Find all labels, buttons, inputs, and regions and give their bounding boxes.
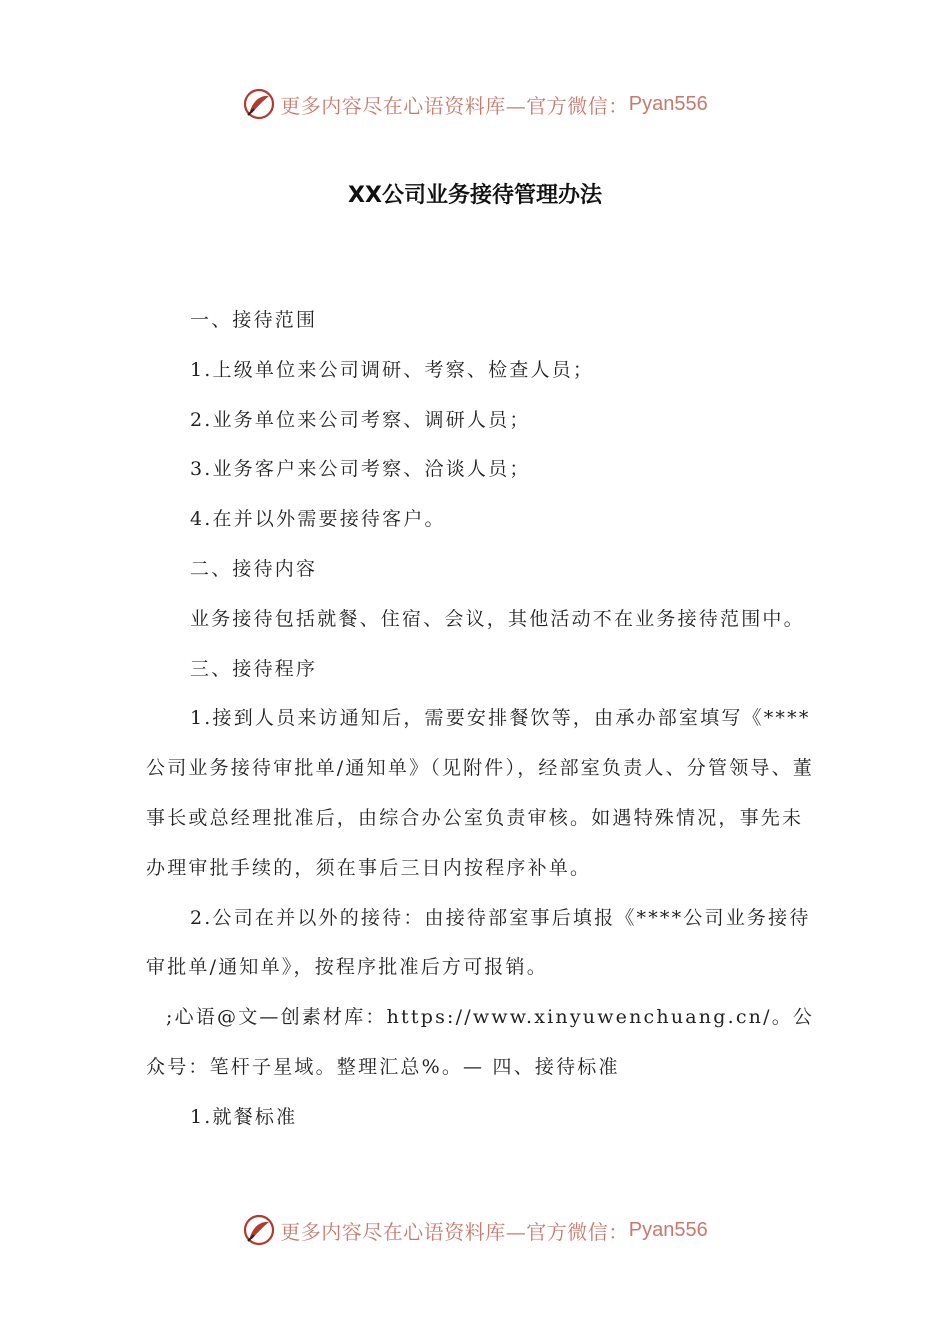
document-title: XX公司业务接待管理办法 bbox=[348, 183, 602, 208]
pen-logo-icon bbox=[242, 1213, 276, 1247]
header-watermark bbox=[0, 84, 950, 124]
document-body bbox=[146, 296, 816, 1143]
list-item: 2.业务单位来公司考察、调研人员； bbox=[190, 408, 531, 431]
section-heading-scope: 一、接待范围 bbox=[190, 309, 318, 331]
watermark-text: 更多内容尽在心语资料库—官方微信： bbox=[280, 1219, 629, 1244]
pen-logo-icon bbox=[242, 87, 276, 121]
paragraph: 业务接待包括就餐、住宿、会议，其他活动不在业务接待范围中。 bbox=[190, 607, 805, 630]
section-heading-procedure: 三、接待程序 bbox=[190, 657, 318, 680]
footer-watermark bbox=[0, 1210, 950, 1250]
list-item: 1.上级单位来公司调研、考察、检查人员； bbox=[190, 358, 595, 381]
paragraph: 2.公司在并以外的接待：由接待部室事后填报《****公司业务接待审批单/通知单》，按程序批准后方可报销。 bbox=[146, 906, 811, 979]
watermark-handle: Pyan556 bbox=[628, 1218, 708, 1241]
watermark-handle: Pyan556 bbox=[628, 92, 708, 115]
list-item: 4.在并以外需要接待客户。 bbox=[190, 508, 446, 531]
section-heading-content: 二、接待内容 bbox=[190, 557, 318, 580]
paragraph: 1.接到人员来访通知后，需要安排餐饮等，由承办部室填写《****公司业务接待审批单/通知单》（见附件），经部室负责人、分管领导、董事长或总经理批准后，由综合办公室负责审核。如遇特殊情况，事先未办理审批手续的，须在事后三日内按程序补单。 bbox=[146, 707, 815, 879]
source-note: ;心语@文—创素材库：https://www.xinyuwenchuang.cn/。公众号：笔杆子星域。整理汇总%。— 四、接待标准 bbox=[146, 1006, 815, 1078]
list-item: 1.就餐标准 bbox=[190, 1105, 298, 1128]
list-item: 3.业务客户来公司考察、洽谈人员； bbox=[190, 458, 531, 481]
watermark-text: 更多内容尽在心语资料库—官方微信： bbox=[280, 93, 629, 118]
